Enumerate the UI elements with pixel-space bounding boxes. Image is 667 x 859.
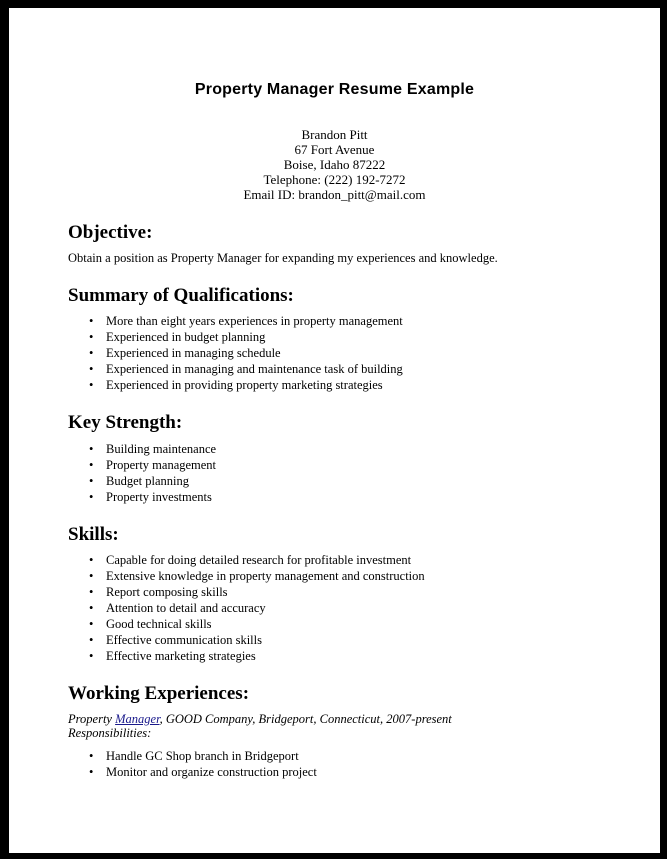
role-prefix: Property	[68, 712, 116, 726]
list-item: • Property investments	[68, 489, 216, 505]
objective-heading: Objective:	[68, 222, 153, 243]
contact-block	[9, 127, 660, 202]
objective-text: Obtain a position as Property Manager for expanding my experiences and knowledge.	[68, 251, 498, 265]
responsibilities-list	[68, 748, 317, 780]
contact-email: Email ID: brandon_pitt@mail.com	[243, 187, 426, 202]
list-item: • Experienced in providing property marketing strategies	[68, 377, 403, 393]
contact-address-line1: 67 Fort Avenue	[294, 142, 375, 157]
resume-title: Property Manager Resume Example	[194, 81, 475, 98]
list-item: • Property management	[68, 457, 216, 473]
list-item: • Effective marketing strategies	[68, 648, 425, 664]
list-item: • Good technical skills	[68, 616, 425, 632]
list-item: • Effective communication skills	[68, 632, 425, 648]
strength-heading: Key Strength:	[68, 412, 183, 433]
experience-heading: Working Experiences:	[68, 683, 250, 704]
skills-heading: Skills:	[68, 524, 119, 545]
list-item: • Experienced in budget planning	[68, 329, 403, 345]
list-item: • Budget planning	[68, 473, 216, 489]
list-item: • Extensive knowledge in property management and construction	[68, 568, 425, 584]
list-item: • Building maintenance	[68, 441, 216, 457]
list-item: • Capable for doing detailed research for profitable investment	[68, 552, 425, 568]
list-item: • Monitor and organize construction project	[68, 764, 317, 780]
contact-name: Brandon Pitt	[301, 127, 368, 142]
contact-telephone: Telephone: (222) 192-7272	[263, 172, 406, 187]
resume-page	[9, 8, 660, 853]
qualifications-heading: Summary of Qualifications:	[68, 285, 294, 306]
skills-list	[68, 552, 425, 664]
role-company-details: , GOOD Company, Bridgeport, Connecticut, 2007-present	[159, 712, 452, 726]
list-item: • Experienced in managing and maintenance task of building	[68, 361, 403, 377]
contact-address-line2: Boise, Idaho 87222	[283, 157, 386, 172]
list-item: • Experienced in managing schedule	[68, 345, 403, 361]
list-item: • More than eight years experiences in property management	[68, 313, 403, 329]
list-item: • Attention to detail and accuracy	[68, 600, 425, 616]
role-manager-link[interactable]: Manager	[115, 712, 160, 726]
responsibilities-label: Responsibilities:	[68, 726, 152, 740]
list-item: • Handle GC Shop branch in Bridgeport	[68, 748, 317, 764]
qualifications-list	[68, 313, 403, 393]
list-item: • Report composing skills	[68, 584, 425, 600]
strength-list	[68, 441, 216, 505]
